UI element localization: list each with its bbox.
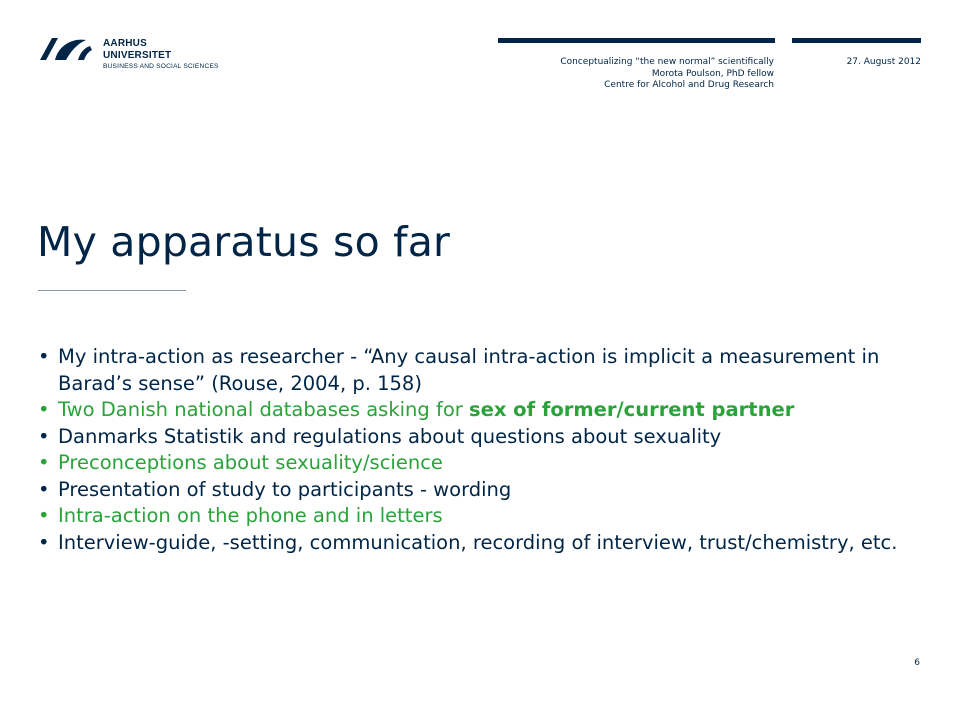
bullet-item bbox=[38, 344, 928, 397]
logo-text bbox=[103, 39, 219, 71]
bullet-dot-icon: • bbox=[38, 451, 50, 474]
bullet-item bbox=[38, 450, 928, 477]
bullet-dot-icon: • bbox=[38, 530, 50, 554]
bullet-item bbox=[38, 530, 928, 557]
page-number: 6 bbox=[914, 658, 920, 668]
logo-line-faculty: BUSINESS AND SOCIAL SCIENCES bbox=[103, 63, 219, 70]
header-info bbox=[560, 57, 774, 92]
bullet-item bbox=[38, 424, 928, 451]
header-bar-left bbox=[498, 38, 775, 43]
bullet-text: My intra-action as researcher - “Any causal intra-action is implicit a measurement in Barad’s sense” (Rouse, 2004, p. 158) bbox=[58, 345, 880, 395]
logo-line-university: AARHUS bbox=[103, 38, 147, 49]
bullet-dot-icon: • bbox=[38, 424, 50, 448]
bullet-text: Intra-action on the phone and in letters bbox=[58, 504, 443, 527]
bullet-dot-icon: • bbox=[38, 345, 50, 368]
bullet-text: Interview-guide, -setting, communication, recording of interview, trust/chemistry, etc. bbox=[58, 530, 898, 554]
bullet-emphasis: sex of former/current partner bbox=[468, 398, 795, 421]
bullet-item bbox=[38, 397, 928, 424]
bullet-text: Presentation of study to participants - wording bbox=[58, 477, 512, 501]
slide-title: My apparatus so far bbox=[37, 218, 451, 266]
presentation-title: Conceptualizing “the new normal” scientifically bbox=[560, 57, 774, 67]
bullet-dot-icon: • bbox=[38, 398, 50, 421]
header-date: 27. August 2012 bbox=[846, 57, 921, 67]
author-line: Morota Poulson, PhD fellow bbox=[651, 68, 774, 79]
bullet-list bbox=[38, 344, 928, 556]
bullet-text: Two Danish national databases asking for bbox=[58, 398, 469, 421]
affiliation-line: Centre for Alcohol and Drug Research bbox=[604, 80, 774, 90]
bullet-item bbox=[38, 477, 928, 504]
title-underline bbox=[38, 290, 186, 291]
bullet-text: Preconceptions about sexuality/science bbox=[58, 451, 443, 474]
bullet-dot-icon: • bbox=[38, 504, 50, 527]
logo-line-universitet: UNIVERSITET bbox=[103, 50, 172, 61]
bullet-item bbox=[38, 503, 928, 530]
header-bar-right bbox=[792, 38, 921, 43]
bullet-dot-icon: • bbox=[38, 477, 50, 501]
bullet-text: Danmarks Statistik and regulations about questions about sexuality bbox=[58, 424, 722, 448]
aarhus-university-logo-icon bbox=[38, 34, 98, 62]
